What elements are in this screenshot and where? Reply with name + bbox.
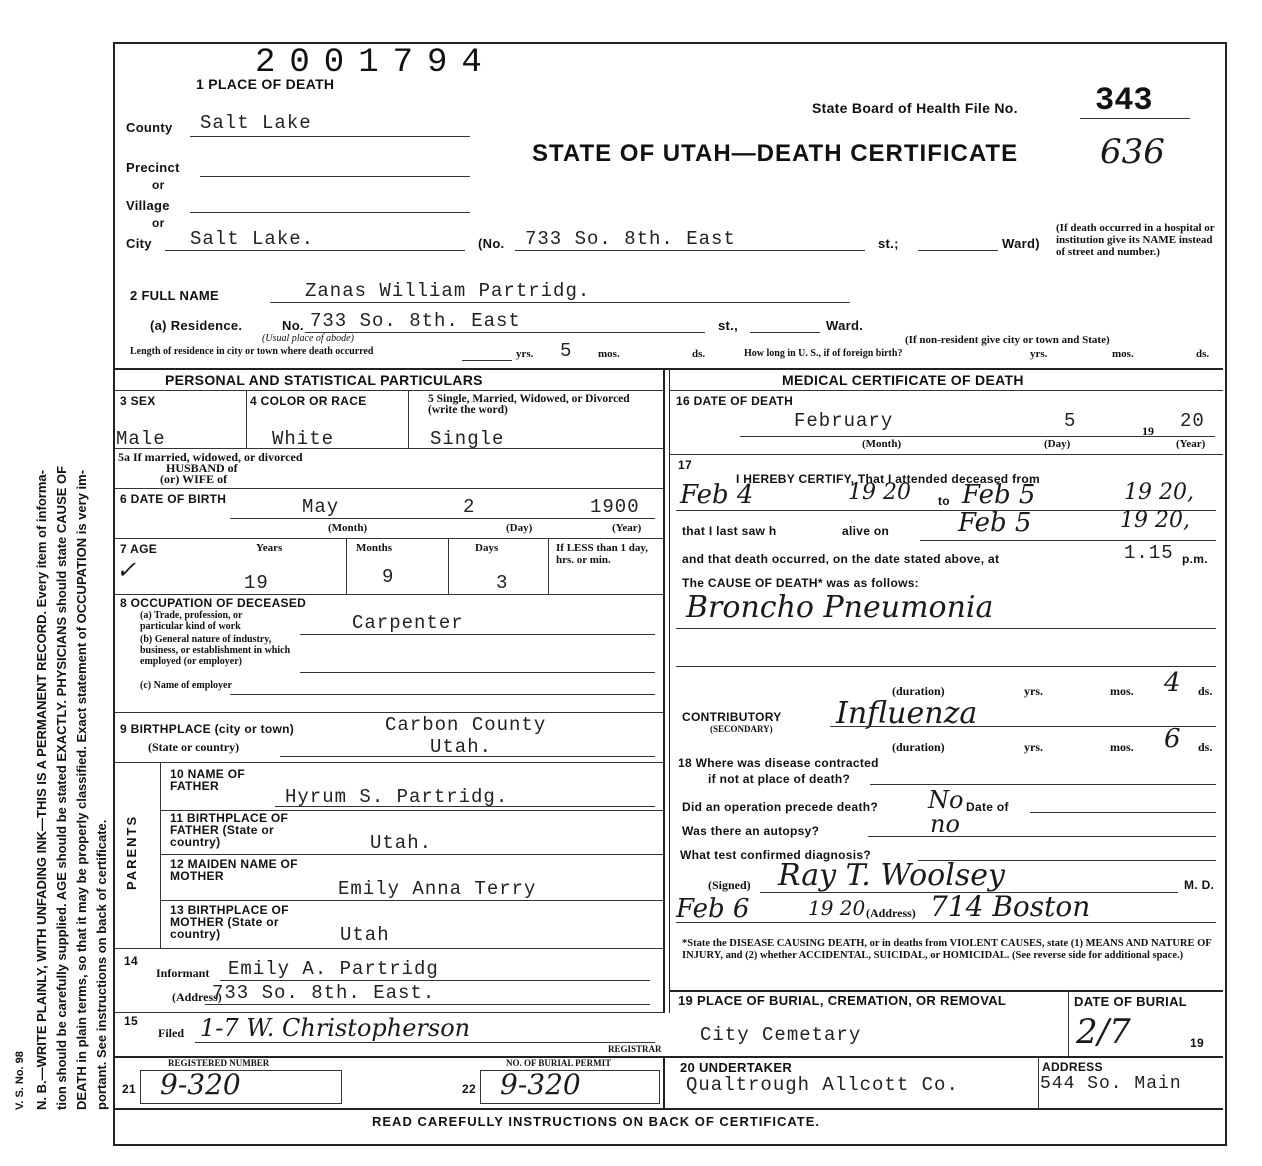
age-days-caption: Days <box>475 542 499 554</box>
medical-header: MEDICAL CERTIFICATE OF DEATH <box>782 372 1024 388</box>
occupation-c-caption: (c) Name of employer <box>140 680 232 691</box>
death-occurred-label: and that death occurred, on the date stated above, at <box>682 552 1000 566</box>
date-of-death-label: 16 DATE OF DEATH <box>676 394 794 408</box>
physician-address-label: (Address) <box>866 906 916 920</box>
county-value: Salt Lake <box>200 112 312 134</box>
birthplace-state: Utah. <box>430 736 493 758</box>
title-handwritten-number: 636 <box>1100 132 1165 172</box>
burial-date: 2/7 <box>1076 1012 1131 1052</box>
occupation-label: 8 OCCUPATION OF DECEASED <box>120 596 307 610</box>
dob-month: May <box>302 496 340 518</box>
footer-instruction: READ CAREFULLY INSTRUCTIONS ON BACK OF CERTIFICATE. <box>372 1114 820 1129</box>
file-number-label: State Board of Health File No. <box>812 100 1018 116</box>
death-month-caption: (Month) <box>862 438 902 450</box>
undertaker-label: 20 UNDERTAKER <box>680 1060 793 1075</box>
burial-place-label: 19 PLACE OF BURIAL, CREMATION, OR REMOVAL <box>678 993 1007 1008</box>
burial-place: City Cemetary <box>700 1024 862 1046</box>
age-months-caption: Months <box>356 542 393 554</box>
precinct-label: Precinct <box>126 160 180 175</box>
duration-1-mos: mos. <box>1110 684 1134 698</box>
county-label: County <box>126 120 173 135</box>
where-contracted-label-2: if not at place of death? <box>708 772 851 786</box>
signed-label: (Signed) <box>708 878 751 892</box>
contributory-cause: Influenza <box>836 696 978 731</box>
attended-to: Feb 5 <box>962 480 1036 510</box>
informant-name: Emily A. Partridg <box>228 958 439 980</box>
informant-address: 733 So. 8th. East. <box>212 982 436 1004</box>
death-year-prefix: 19 <box>1142 424 1154 438</box>
to-label: to <box>938 494 950 508</box>
informant-address-label: (Address) <box>172 990 222 1004</box>
signed-year: 19 20 <box>808 896 866 920</box>
residence-value: 733 So. 8th. East <box>310 310 521 332</box>
occupation-value: Carpenter <box>352 612 464 634</box>
dob-year-caption: (Year) <box>612 522 642 534</box>
personal-header: PERSONAL AND STATISTICAL PARTICULARS <box>165 372 483 388</box>
vs-number: V. S. No. 98 <box>14 1051 26 1110</box>
duration-2-value: 6 <box>1164 724 1181 754</box>
city-value: Salt Lake. <box>190 228 315 250</box>
physician-signature: Ray T. Woolsey <box>778 858 1005 893</box>
item-17-number: 17 <box>678 458 692 472</box>
parents-label: PARENTS <box>124 814 139 890</box>
or-label: or <box>152 216 165 230</box>
spouse-label: 5a If married, widowed, or divorced <box>118 450 303 464</box>
residence-no-label: No. <box>282 318 304 333</box>
street-number-label: (No. <box>478 236 505 251</box>
village-label: Village <box>126 198 170 213</box>
cause-of-death-note: *State the DISEASE CAUSING DEATH, or in deaths from VIOLENT CAUSES, state (1) MEANS AND NATURE OF INJURY, and (2) whether ACCIDENTAL, SUICIDAL, or HOMICIDAL. (See reverse side for additional space.) <box>682 938 1212 961</box>
age-months: 9 <box>382 566 395 588</box>
death-day: 5 <box>1064 410 1077 432</box>
us-yrs-label: yrs. <box>1030 348 1048 360</box>
birthplace-label: 9 BIRTHPLACE (city or town) <box>120 722 295 736</box>
signed-date: Feb 6 <box>676 894 750 924</box>
duration-1-ds: ds. <box>1198 684 1213 698</box>
marital-value: Single <box>430 428 505 450</box>
undertaker-address-label: ADDRESS <box>1042 1060 1103 1074</box>
place-of-death-label: 1 PLACE OF DEATH <box>196 76 335 92</box>
death-time: 1.15 <box>1124 542 1174 564</box>
where-contracted-label: 18 Where was disease contracted <box>678 756 879 770</box>
file-number: 343 <box>1095 82 1153 119</box>
dob-day-caption: (Day) <box>506 522 533 534</box>
city-label: City <box>126 236 152 251</box>
dob-month-caption: (Month) <box>328 522 368 534</box>
duration-2-yrs: yrs. <box>1024 740 1043 754</box>
attended-from-year: 19 20 <box>848 480 911 505</box>
filed-label: Filed <box>158 1026 184 1040</box>
dob-label: 6 DATE OF BIRTH <box>120 492 227 506</box>
residence-label: (a) Residence. <box>150 318 243 333</box>
autopsy-value: no <box>930 810 960 838</box>
length-of-residence-value: 5 <box>560 340 573 362</box>
certificate-title: STATE OF UTAH—DEATH CERTIFICATE <box>532 140 1019 167</box>
operation-label: Did an operation precede death? <box>682 800 878 814</box>
husband-label: HUSBAND of <box>166 461 238 475</box>
us-mos-label: mos. <box>1112 348 1134 360</box>
mother-name: Emily Anna Terry <box>338 878 537 900</box>
registered-number: 9-320 <box>160 1068 241 1101</box>
ward-label: Ward) <box>1002 236 1040 251</box>
non-resident-note: (If non-resident give city or town and State) <box>905 334 1110 346</box>
occupation-b-caption: (b) General nature of industry, business, or establishment in which employed (or employer) <box>140 634 291 667</box>
marital-label: 5 Single, Married, Widowed, or Divorced (write the word) <box>428 393 630 416</box>
duration-1-caption: (duration) <box>892 684 945 698</box>
last-saw-year: 19 20, <box>1120 508 1190 533</box>
color-label: 4 COLOR OR RACE <box>250 394 367 408</box>
death-year-caption: (Year) <box>1176 438 1206 450</box>
birthplace-state-label: (State or country) <box>148 740 240 754</box>
us-ds-label: ds. <box>1196 348 1210 360</box>
undertaker-address: 544 So. Main <box>1040 1074 1182 1094</box>
dob-day: 2 <box>463 496 476 518</box>
mother-birthplace: Utah <box>340 924 390 946</box>
pm-label: p.m. <box>1182 552 1208 566</box>
burial-date-label: DATE OF BURIAL <box>1074 994 1188 1009</box>
test-diagnosis-label: What test confirmed diagnosis? <box>680 848 872 862</box>
sex-value: Male <box>116 428 166 450</box>
certify-statement: I HEREBY CERTIFY, That I attended deceased from <box>736 472 1040 486</box>
informant-label: Informant <box>156 966 210 980</box>
age-less-than-caption: If LESS than 1 day, hrs. or min. <box>556 542 649 566</box>
mos-label: mos. <box>598 348 620 360</box>
md-label: M. D. <box>1184 878 1215 892</box>
side-instruction-line-3: DEATH in plain terms, so that it may be properly classified. Exact statement of OCCUPATION is very im- <box>74 469 89 1110</box>
us-residence-label: How long in U. S., if of foreign birth? <box>744 348 903 359</box>
mother-birthplace-label: 13 BIRTHPLACE OF MOTHER (State or country) <box>170 903 289 941</box>
death-year: 20 <box>1180 410 1205 432</box>
side-instruction-line-1: N. B.—WRITE PLAINLY, WITH UNFADING INK—THIS IS A PERMANENT RECORD. Every item of informa- <box>34 470 49 1110</box>
duration-1-value: 4 <box>1164 668 1181 698</box>
color-value: White <box>272 428 335 450</box>
secondary-caption: (SECONDARY) <box>710 724 773 734</box>
filed-signature: 1-7 W. Christopherson <box>200 1014 471 1042</box>
father-birthplace: Utah. <box>370 832 433 854</box>
ds-label: ds. <box>692 348 706 360</box>
hospital-note: (If death occurred in a hospital or institution give its NAME instead of street and number.) <box>1056 222 1215 258</box>
age-years-caption: Years <box>256 542 283 554</box>
contributory-label: CONTRIBUTORY <box>682 710 782 724</box>
father-name: Hyrum S. Partridg. <box>285 786 509 808</box>
cause-of-death: Broncho Pneumonia <box>686 590 994 625</box>
burial-permit-label: NO. OF BURIAL PERMIT <box>506 1058 612 1068</box>
operation-date-label: Date of <box>966 800 1009 814</box>
physician-address: 714 Boston <box>930 890 1091 923</box>
st-label: st.; <box>878 236 899 251</box>
age-days: 3 <box>496 572 509 594</box>
father-label: 10 NAME OF FATHER <box>170 767 246 793</box>
full-name-value: Zanas William Partridg. <box>305 280 591 302</box>
usual-abode-caption: (Usual place of abode) <box>262 333 354 344</box>
alive-on-label: alive on <box>842 524 890 538</box>
or-label: or <box>152 178 165 192</box>
document-number: 2001794 <box>255 44 496 82</box>
operation-value: No <box>928 786 964 814</box>
full-name-label: 2 FULL NAME <box>130 288 220 303</box>
father-birthplace-label: 11 BIRTHPLACE OF FATHER (State or country) <box>170 811 289 849</box>
length-of-residence-label: Length of residence in city or town where death occurred <box>130 346 374 357</box>
occupation-a-caption: (a) Trade, profession, or particular kind of work <box>140 610 243 632</box>
wife-label: (or) WIFE of <box>160 472 228 486</box>
duration-1-yrs: yrs. <box>1024 684 1043 698</box>
street-address: 733 So. 8th. East <box>525 228 736 250</box>
cause-of-death-label: The CAUSE OF DEATH* was as follows: <box>682 576 919 590</box>
death-day-caption: (Day) <box>1044 438 1071 450</box>
autopsy-label: Was there an autopsy? <box>682 824 820 838</box>
item-21-number: 21 <box>122 1082 136 1096</box>
side-instructions <box>0 0 110 1166</box>
burial-year-prefix: 19 <box>1190 1036 1204 1050</box>
duration-2-ds: ds. <box>1198 740 1213 754</box>
item-22-number: 22 <box>462 1082 476 1096</box>
last-saw-label: that I last saw h <box>682 524 777 538</box>
age-years: 19 <box>244 572 269 594</box>
registered-number-label: REGISTERED NUMBER <box>168 1058 270 1068</box>
residence-ward-label: Ward. <box>826 318 864 333</box>
mother-label: 12 MAIDEN NAME OF MOTHER <box>170 857 298 883</box>
duration-2-caption: (duration) <box>892 740 945 754</box>
dob-year: 1900 <box>590 496 640 518</box>
registrar-caption: REGISTRAR <box>608 1044 662 1054</box>
residence-st-label: st., <box>718 318 738 333</box>
sex-label: 3 SEX <box>120 394 156 408</box>
undertaker-name: Qualtrough Allcott Co. <box>686 1074 959 1096</box>
side-instruction-line-2: tion should be carefully supplied. AGE should be stated EXACTLY. PHYSICIANS should state CAUSE OF <box>54 465 69 1110</box>
item-15-number: 15 <box>124 1014 138 1028</box>
birthplace-city: Carbon County <box>385 714 547 736</box>
attended-from: Feb 4 <box>680 480 754 510</box>
last-saw-date: Feb 5 <box>958 508 1032 538</box>
attended-to-year: 19 20, <box>1124 480 1194 505</box>
age-label: 7 AGE <box>120 542 158 556</box>
duration-2-mos: mos. <box>1110 740 1134 754</box>
item-14-number: 14 <box>124 954 138 968</box>
burial-permit-number: 9-320 <box>500 1068 581 1101</box>
death-month: February <box>794 410 894 432</box>
side-instruction-line-4: portant. See instructions on back of certificate. <box>94 819 109 1110</box>
yrs-label: yrs. <box>516 348 534 360</box>
